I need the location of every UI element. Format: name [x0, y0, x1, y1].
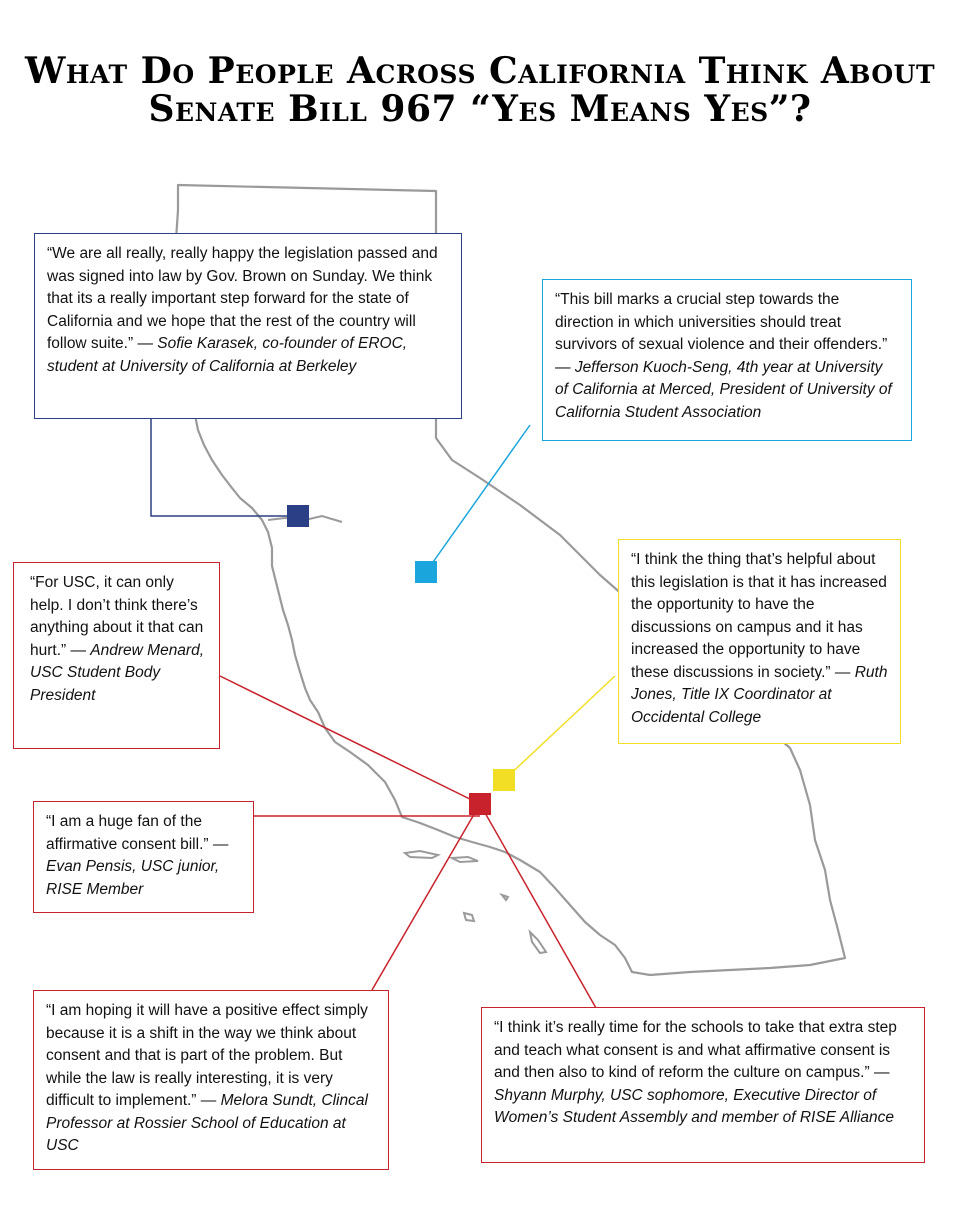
quote-attribution: Shyann Murphy, USC sophomore, Executive Director of Women’s Student Assembly and member of RISE Alliance: [494, 1086, 895, 1126]
quote-attribution: — Melora Sundt, Clincal Professor at Rossier School of Education at USC: [46, 1092, 368, 1154]
quote-text: “I think the thing that’s helpful about this legislation is that it has increased the opportunity to have the discussions on campus and it has increased the opportunity to have these discussions in society.”: [631, 551, 887, 681]
quote-box-kuoch-seng: [542, 279, 912, 441]
quote-text: “We are all really, really happy the legislation passed and was signed into law by Gov. Brown on Sunday. We think that its a really important step forward for the state of California and we hope that the rest of the country will follow suite.” —: [47, 245, 438, 352]
infographic-title-line-1: What Do People Across California Think About: [24, 50, 936, 92]
quote-text: “For USC, it can only help. I don’t think there’s anything about it that can hurt.” —: [30, 574, 204, 659]
marker-berkeley: [287, 505, 309, 527]
quote-text: “I think it’s really time for the schools to take that extra step and teach what consent is and what affirmative consent is and then also to kind of reform the culture on campus.” —: [494, 1019, 897, 1081]
infographic-title-line-2: Senate Bill 967 “Yes Means Yes”?: [148, 88, 812, 130]
quote-text: “This bill marks a crucial step towards the direction in which universities should treat survivors of sexual violence and their offenders.” —: [555, 291, 888, 376]
quote-text: “I am a huge fan of the affirmative consent bill.”: [46, 813, 213, 853]
quote-box-sundt: [33, 990, 389, 1170]
connector-murphy: [480, 804, 596, 1008]
island-4: [530, 932, 546, 953]
quote-attribution: — Ruth Jones, Title IX Coordinator at Occidental College: [631, 663, 888, 726]
quote-text: “I am hoping it will have a positive effect simply because it is a shift in the way we think about consent and that is part of the problem. But while the law is really interesting, it is very difficult to implement.”: [46, 1002, 368, 1109]
quote-attribution: Jefferson Kuoch-Seng, 4th year at University of California at Merced, President of University of California Student Association: [555, 358, 892, 421]
connector-jones: [504, 676, 615, 780]
quote-attribution: Sofie Karasek, co-founder of EROC, student at University of California at Berkeley: [47, 335, 408, 375]
connector-karasek: [151, 418, 298, 516]
island-1: [405, 851, 438, 858]
quote-box-jones: [618, 539, 901, 744]
marker-occidental: [493, 769, 515, 791]
quote-box-karasek: [34, 233, 462, 419]
quote-attribution: Andrew Menard, USC Student Body President: [30, 641, 205, 704]
quote-attribution: — Evan Pensis, USC junior, RISE Member: [46, 835, 229, 898]
quote-box-menard: [13, 562, 220, 749]
island-2: [452, 857, 478, 862]
island-3: [464, 913, 474, 921]
marker-usc: [469, 793, 491, 815]
marker-merced: [415, 561, 437, 583]
connector-sundt: [372, 804, 480, 990]
quote-box-pensis: [33, 801, 254, 913]
connector-menard: [220, 676, 480, 804]
island-5: [502, 895, 508, 900]
quote-box-murphy: [481, 1007, 925, 1163]
